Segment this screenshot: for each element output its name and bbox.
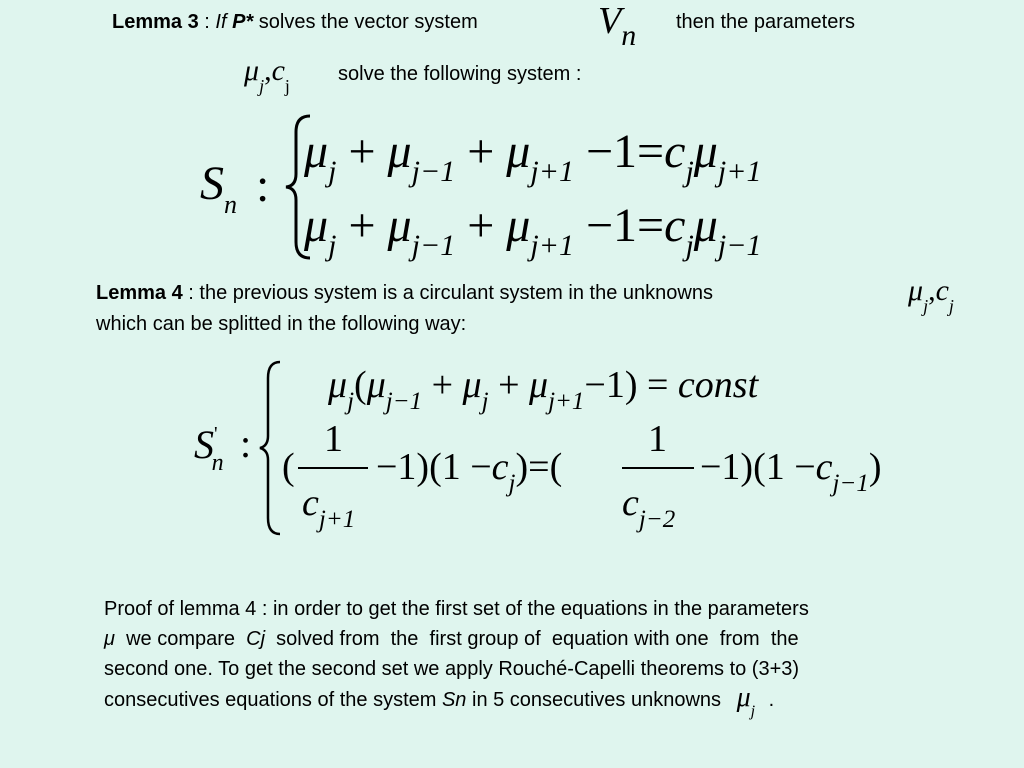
- frac2-den-sub: j−2: [638, 506, 676, 533]
- row1-plus2: +: [467, 125, 495, 178]
- snp-row2-c1-sub: j: [508, 470, 516, 497]
- proof-line4-b: in 5 consecutives unknowns: [466, 689, 722, 711]
- sn-colon: :: [256, 159, 270, 212]
- row2-sub5: j−1: [717, 229, 762, 262]
- snp-label: [194, 424, 224, 475]
- lemma3-solve-text: solve the following system :: [338, 63, 582, 85]
- row1-equals: =: [637, 125, 665, 178]
- row1-mu1: μ: [304, 125, 329, 178]
- frac2-num: 1: [648, 418, 667, 460]
- row1-mu4: μ: [693, 125, 718, 178]
- row1-minus-one: −1: [585, 125, 638, 178]
- proof-cj: Cj: [246, 628, 266, 650]
- lemma4-unknowns: [908, 276, 954, 315]
- proof-line-3: second one. To get the second set we apply Rouché-Capelli theorems to (3+3): [104, 658, 800, 680]
- snp-row1-tail: −1) =: [584, 364, 678, 406]
- mu-sub: j: [259, 76, 265, 96]
- sn-s: S: [200, 157, 224, 210]
- snp-row2-c2-sub: j−1: [832, 470, 869, 497]
- snp-row-1: [328, 366, 758, 414]
- snp-row1-mu2: μ: [366, 364, 386, 406]
- proof-line-2: [104, 624, 809, 654]
- snp-n: n: [211, 450, 224, 476]
- sn-n: n: [224, 190, 237, 219]
- proof-line2-b: solved from the first group of equation with one from the: [265, 628, 799, 650]
- proof-unknown-mu: μ: [736, 682, 751, 713]
- frac2-den: [622, 484, 675, 532]
- vector-system-sub: n: [621, 19, 637, 52]
- frac1-den-sub: j+1: [318, 506, 356, 533]
- lemma4-mu: μ: [908, 274, 924, 307]
- row1-sub3: j+1: [530, 155, 574, 188]
- row1-c: c: [664, 125, 686, 178]
- row2-mu2: μ: [387, 199, 412, 252]
- comma: ,: [264, 54, 272, 87]
- snp-row1-mu4: μ: [529, 364, 549, 406]
- lemma3-if: If: [215, 11, 227, 33]
- row2-mu1: μ: [304, 199, 329, 252]
- snp-brace: [258, 358, 284, 538]
- snp-row2-open2: (: [549, 446, 563, 488]
- frac1-bar: [298, 467, 368, 469]
- row1-sub1: j: [328, 155, 337, 188]
- snp-row2-c1: c: [491, 446, 509, 488]
- lemma4-line1: [96, 283, 713, 303]
- lemma3-colon: :: [198, 11, 216, 33]
- row2-sub4: j: [685, 229, 694, 262]
- row2-equals: =: [637, 199, 665, 252]
- frac2-den-c: c: [622, 482, 639, 524]
- proof-line-1: Proof of lemma 4 : in order to get the first set of the equations in the parameters: [104, 598, 809, 620]
- row2-c: c: [664, 199, 686, 252]
- snp-row1-sub3: j: [481, 388, 489, 415]
- proof-mu: μ: [104, 628, 115, 650]
- snp-row2-close2: ): [868, 446, 882, 488]
- snp-row1-sub1: j: [347, 388, 355, 415]
- row1-mu3: μ: [506, 125, 531, 178]
- sn-row-2: [304, 199, 762, 262]
- frac2-bar: [622, 467, 694, 469]
- row2-mu4: μ: [693, 199, 718, 252]
- vector-system-v: V: [598, 0, 622, 42]
- snp-row1-open: (: [354, 364, 367, 406]
- row1-sub4: j: [685, 155, 694, 188]
- snp-row1-mu1: μ: [328, 364, 348, 406]
- lemma3-line: [112, 12, 478, 32]
- c-symbol: c: [271, 54, 285, 87]
- proof-unknown-sub: j: [750, 703, 756, 720]
- row2-sub3: j+1: [530, 229, 574, 262]
- mu-symbol: μ: [244, 54, 260, 87]
- snp-row1-const: const: [677, 364, 759, 406]
- frac1-den-c: c: [302, 482, 319, 524]
- row2-mu3: μ: [506, 199, 531, 252]
- lemma4-label: Lemma 4: [96, 282, 183, 304]
- proof-line2-a: we compare: [114, 628, 247, 650]
- lemma3-label: Lemma 3: [112, 11, 199, 33]
- snp-row1-sub4: j+1: [548, 388, 585, 415]
- row1-sub5: j+1: [717, 155, 762, 188]
- snp-row2-close1: ): [515, 446, 529, 488]
- frac1-num: 1: [324, 418, 343, 460]
- snp-row2-equals: =: [528, 446, 550, 488]
- snp-row2-mid1: [376, 448, 562, 496]
- lemma4-mu-sub: j: [923, 296, 929, 316]
- snp-s: S: [194, 422, 214, 467]
- row1-mu2: μ: [387, 125, 412, 178]
- snp-row1-plus2: +: [498, 364, 520, 406]
- proof-sn: Sn: [441, 689, 467, 711]
- lemma4-text1: : the previous system is a circulant system in the unknowns: [182, 282, 713, 304]
- proof-line-4: [104, 684, 809, 720]
- row2-plus2: +: [467, 199, 495, 252]
- snp-row2-mid2: [700, 448, 882, 496]
- row1-sub2: j−1: [411, 155, 456, 188]
- params-mu-c: [244, 56, 290, 95]
- proof-line4-a: consecutives equations of the system: [104, 689, 442, 711]
- row1-plus1: +: [348, 125, 376, 178]
- c-sub: j: [284, 76, 290, 96]
- row2-minus-one: −1: [585, 199, 638, 252]
- row2-sub2: j−1: [411, 229, 456, 262]
- lemma4-c: c: [935, 274, 949, 307]
- snp-row2-mid2-text: −1)(1 −: [700, 446, 816, 488]
- sn-row-1: [304, 125, 762, 188]
- snp-row2-c2: c: [815, 446, 833, 488]
- lemma4-line2: which can be splitted in the following way:: [96, 313, 467, 335]
- snp-row2-mid1-text: −1)(1 −: [376, 446, 492, 488]
- vector-system-symbol: [598, 2, 636, 51]
- snp-prime: ': [214, 423, 218, 445]
- snp-row1-mu3: μ: [462, 364, 482, 406]
- snp-row2-open: (: [282, 446, 295, 488]
- lemma3-pstar: P*: [232, 11, 254, 33]
- lemma4-comma: ,: [928, 274, 936, 307]
- lemma3-solves-text: solves the vector system: [258, 11, 478, 33]
- lemma3-then-text: then the parameters: [676, 11, 855, 33]
- row2-plus1: +: [348, 199, 376, 252]
- snp-row1-sub2: j−1: [385, 388, 423, 415]
- snp-row1-plus1: +: [431, 364, 454, 406]
- lemma4-c-sub: j: [948, 296, 954, 316]
- snp-colon: :: [240, 421, 252, 466]
- proof-paragraph: [104, 594, 809, 720]
- sn-label: [200, 157, 237, 219]
- frac1-den: [302, 484, 355, 532]
- row2-sub1: j: [328, 229, 337, 262]
- proof-period: .: [768, 689, 775, 711]
